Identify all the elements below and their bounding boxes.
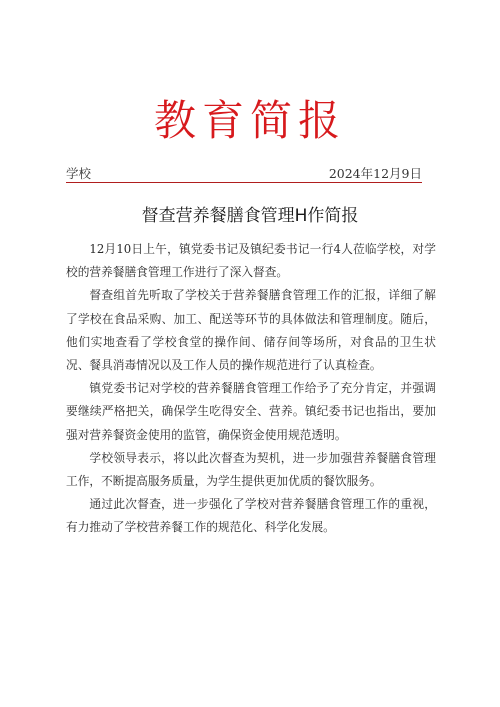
masthead-title: 教育简报	[153, 96, 346, 145]
paragraph-5: 通过此次督查，进一步强化了学校对营养餐膳食管理工作的重视，有力推动了学校营养餐工作的规范化、科学化发展。	[66, 497, 436, 535]
issuing-organization: 学校	[66, 166, 92, 181]
header-rule-row	[66, 164, 422, 183]
article-headline: 督查营养餐膳食管理H作简报	[141, 206, 359, 226]
paragraph-4: 学校领导表示，将以此次督查为契机，进一步加强营养餐膳食管理工作，不断提高服务质量，为学生提供更加优质的餐饮服务。	[66, 450, 436, 489]
issue-date: 2024年12月9日	[328, 166, 422, 181]
paragraph-1: 12月10日上午，镇党委书记及镇纪委书记一行4人莅临学校，对学校的营养餐膳食管理工作进行了深入督查。	[66, 242, 436, 280]
paragraph-3: 镇党委书记对学校的营养餐膳食管理工作给予了充分肯定，并强调要继续严格把关，确保学生吃得安全、营养。镇纪委书记也指出，要加强对营养餐资金使用的监管，确保资金使用规范透明。	[66, 381, 436, 442]
paragraph-2: 督查组首先听取了学校关于营养餐膳食管理工作的汇报，详细了解了学校在食品采购、加工、配送等环节的具体做法和管理制度。随后，他们实地查看了学校食堂的操作间、储存间等场所，对食品的卫生状况、餐具消毒情况以及工作人员的操作规范进行了认真检查。	[66, 288, 436, 373]
article-body	[66, 238, 436, 540]
